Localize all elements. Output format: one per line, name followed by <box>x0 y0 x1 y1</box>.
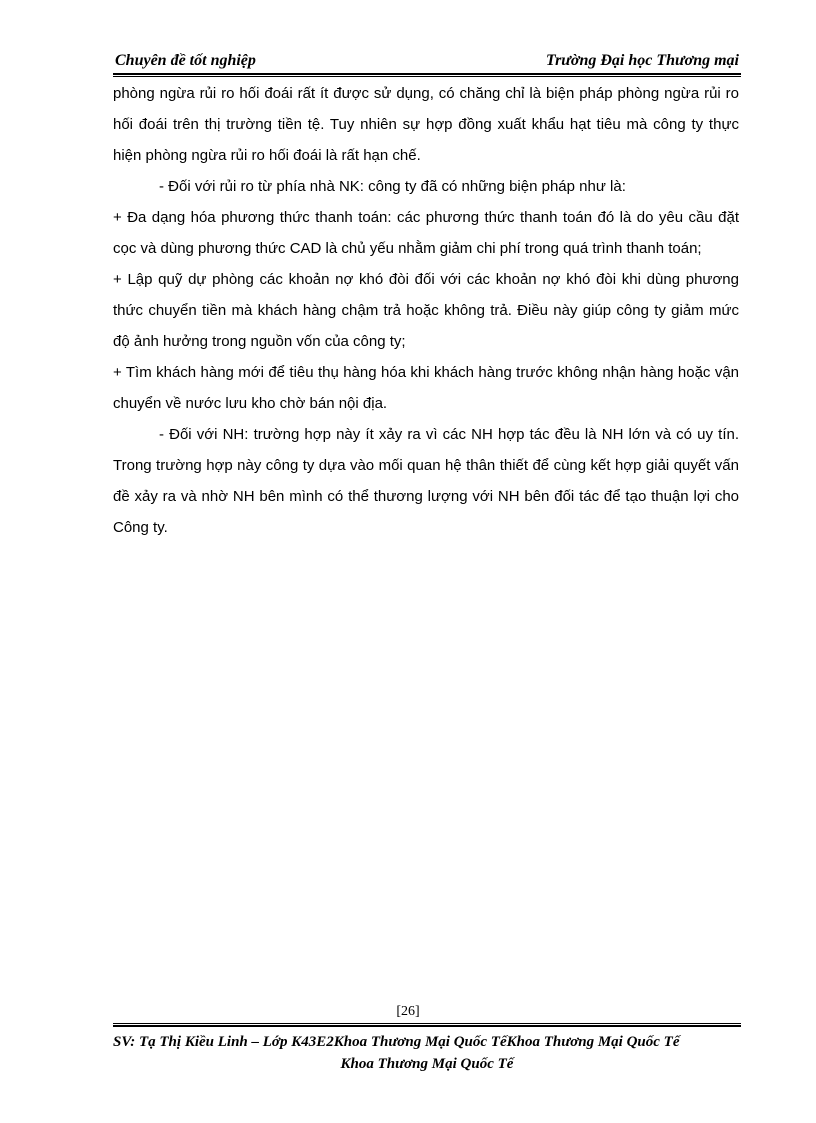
header-rule <box>113 73 741 77</box>
page-number: [26] <box>396 1004 420 1019</box>
body-text <box>113 78 739 543</box>
header-left-title: Chuyên đề tốt nghiệp <box>115 52 256 69</box>
paragraph-3: + Đa dạng hóa phương thức thanh toán: các phương thức thanh toán đó là do yêu cầu đặt cọc và dùng phương thức CAD là chủ yếu nhằm giảm chi phí trong quá trình thanh toán; <box>113 209 739 257</box>
paragraph-1: phòng ngừa rủi ro hối đoái rất ít được sử dụng, có chăng chỉ là biện pháp phòng ngừa rủi ro hối đoái trên thị trường tiền tệ. Tuy nhiên sự hợp đồng xuất khẩu hạt tiêu mà công ty thực hiện phòng ngừa rủi ro hối đoái là rất hạn chế. <box>113 85 739 164</box>
footer-line-1: SV: Tạ Thị Kiều Linh – Lớp K43E2Khoa Thương Mại Quốc TếKhoa Thương Mại Quốc Tế <box>113 1034 680 1050</box>
page-header <box>115 52 739 74</box>
footer-line-2: Khoa Thương Mại Quốc Tế <box>340 1056 514 1072</box>
page-footer <box>113 1031 741 1075</box>
paragraph-5: + Tìm khách hàng mới để tiêu thụ hàng hóa khi khách hàng trước không nhận hàng hoặc vận chuyển về nước lưu kho chờ bán nội địa. <box>113 364 739 412</box>
footer-rule <box>113 1023 741 1027</box>
header-right-title: Trường Đại học Thương mại <box>545 52 739 69</box>
paragraph-2: - Đối với rủi ro từ phía nhà NK: công ty đã có những biện pháp như là: <box>159 178 626 195</box>
paragraph-6: - Đối với NH: trường hợp này ít xảy ra vì các NH hợp tác đều là NH lớn và có uy tín. Trong trường hợp này công ty dựa vào mối quan hệ thân thiết để cùng kết hợp giải quyết vấn đề xảy ra và nhờ NH bên mình có thể thương lượng với NH bên đối tác để tạo thuận lợi cho Công ty. <box>113 426 739 536</box>
paragraph-4: + Lập quỹ dự phòng các khoản nợ khó đòi đối với các khoản nợ khó đòi khi dùng phương thức chuyển tiền mà khách hàng chậm trả hoặc không trả. Điều này giúp công ty giảm mức độ ảnh hưởng trong nguồn vốn của công ty; <box>113 271 739 350</box>
